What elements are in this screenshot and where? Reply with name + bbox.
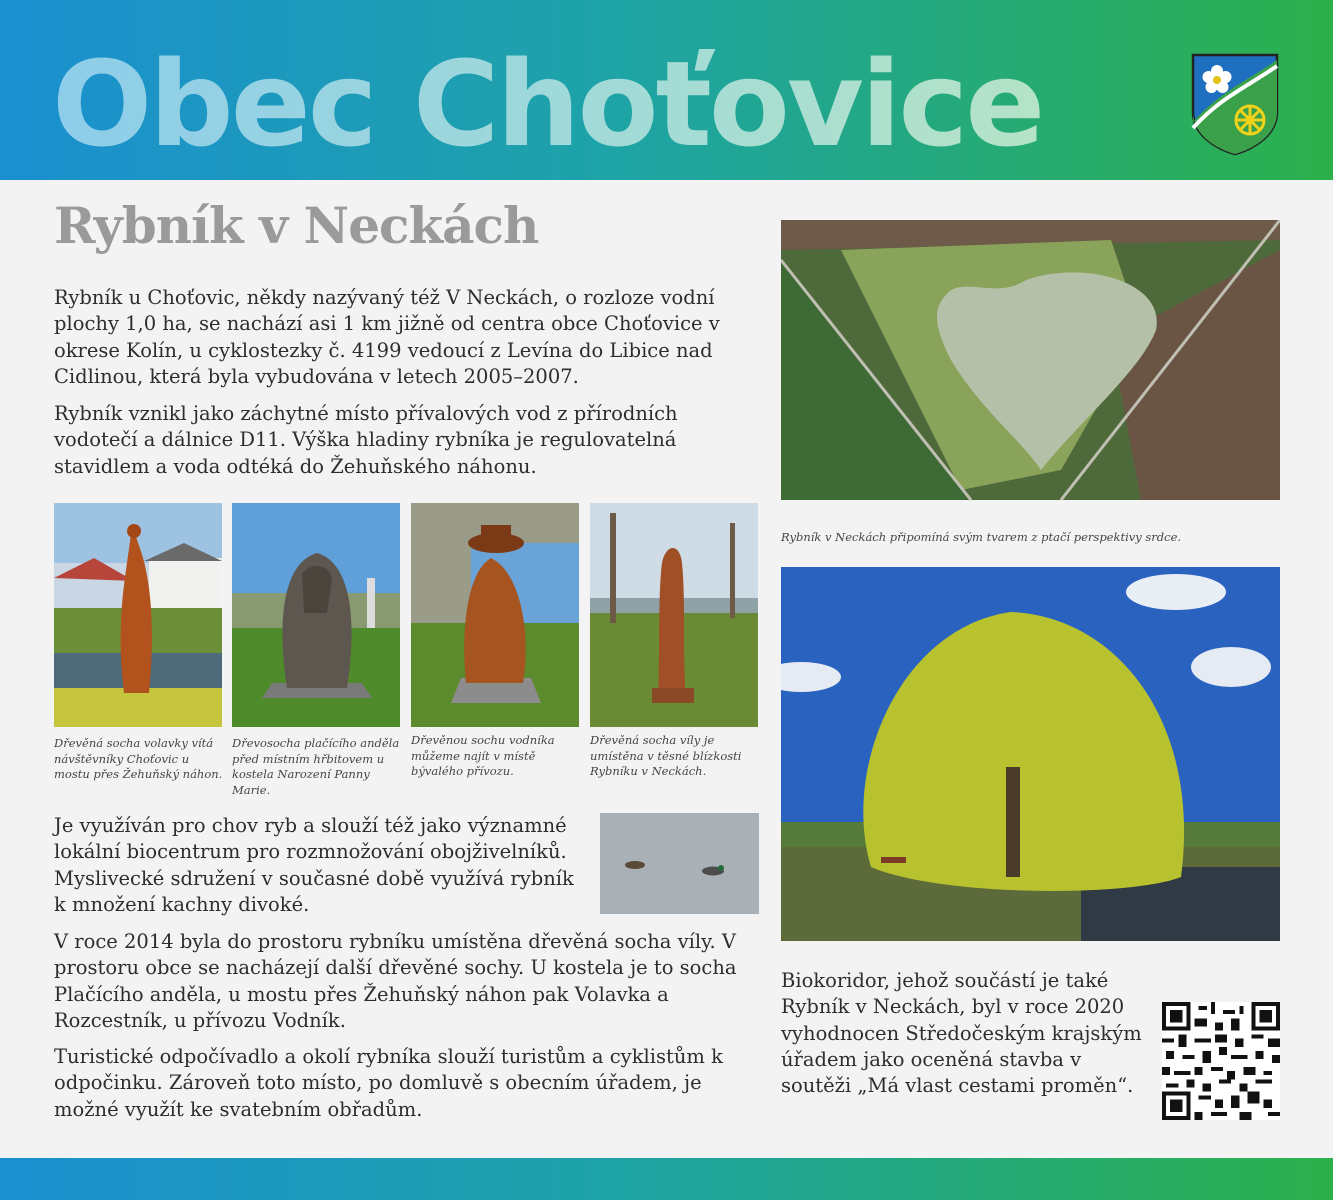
heron-statue-photo — [54, 503, 222, 727]
fairy-caption: Dřevěná socha víly je umístěna v těsné blízkosti Rybníku v Neckách. — [590, 733, 742, 778]
intro-paragraph: Rybník u Choťovic, někdy nazývaný též V Neckách, o rozloze vodní plochy 1,0 ha, se nachází asi 1 km jižně od centra obce Choťovice v okrese Kolín, u cyklostezky č. 4199 vedoucí z Levína do Libice nad Cidlinou, která byla vybudována v letech 2005–2007. — [54, 286, 720, 388]
angel-caption: Dřevosocha plačícího anděla před místním hřbitovem u kostela Narození Panny Marie. — [232, 736, 400, 797]
ducks-photo — [600, 813, 759, 914]
aerial-caption: Rybník v Neckách připomíná svým tvarem z ptačí perspektivy srdce. — [781, 530, 1182, 544]
angel-statue-photo — [232, 503, 400, 727]
fairy-statue-photo — [590, 503, 758, 727]
fish-paragraph: Je využíván pro chov ryb a slouží též jako významné lokální biocentrum pro rozmnožování obojživelníků. Myslivecké sdružení v současné době využívá rybník k množení kachny divoké. — [54, 814, 574, 916]
willow-tree-photo — [781, 567, 1280, 941]
page-title: Obec Choťovice — [52, 35, 1043, 173]
footer-band — [0, 1158, 1333, 1200]
aerial-pond-photo — [781, 220, 1280, 500]
heron-caption: Dřevěná socha volavky vítá návštěvníky Choťovic u mostu přes Žehuňský náhon. — [54, 736, 223, 781]
section-title: Rybník v Neckách — [54, 196, 539, 255]
waterman-caption: Dřevěnou sochu vodníka můžeme najít v místě bývalého přívozu. — [411, 733, 555, 778]
coat-of-arms-icon — [1190, 52, 1280, 156]
waterman-statue-photo — [411, 503, 579, 727]
award-paragraph: Biokoridor, jehož součástí je také Rybník v Neckách, byl v roce 2020 vyhodnocen Středočeským krajským úřadem jako oceněná stavba v soutěži „Má vlast cestami proměn“. — [781, 969, 1142, 1098]
origin-paragraph: Rybník vznikl jako záchytné místo přívalových vod z přírodních vodotečí a dálnice D11. Výška hladiny rybníka je regulovatelná stavidlem a voda odtéká do Žehuňského náhonu. — [54, 402, 678, 478]
statues-paragraph: V roce 2014 byla do prostoru rybníku umístěna dřevěná socha víly. V prostoru obce se nacházejí další dřevěné sochy. U kostela je to socha Plačícího anděla, u mostu přes Žehuňský náhon pak Volavka a Rozcestník, u přívozu Vodník. — [54, 930, 737, 1032]
header-banner — [0, 0, 1333, 180]
qr-code[interactable] — [1162, 1002, 1280, 1120]
tourism-paragraph: Turistické odpočívadlo a okolí rybníka slouží turistům a cyklistům k odpočinku. Zároveň toto místo, po domluvě s obecním úřadem, je možné využít ke svatebním obřadům. — [54, 1045, 723, 1121]
